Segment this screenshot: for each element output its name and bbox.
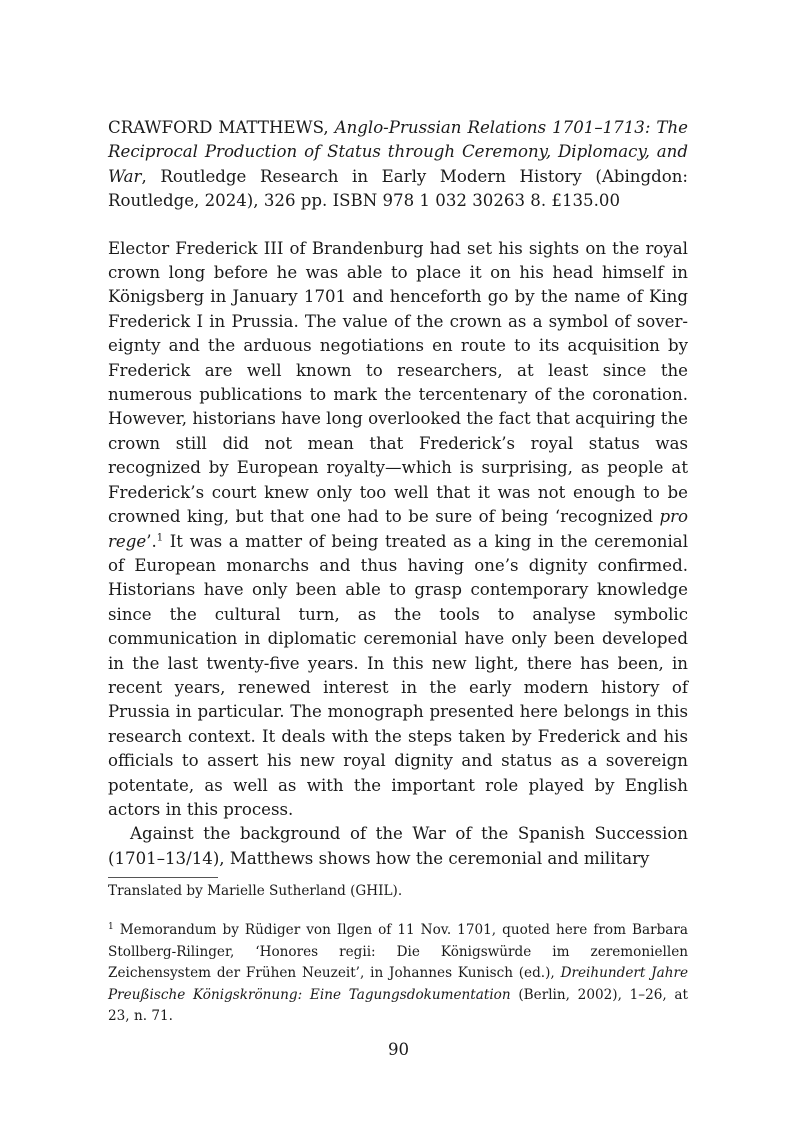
footnotes (108, 881, 688, 1027)
footnote-1-text-a: Memorandum by Rüdiger von Ilgen of 11 Nov. 1701, quoted here from Barbara Stollberg-Rilinger, ‘Honores regii: Die Königswürde im zeremoniellen Zeichensystem der Frühen Neuzeit’, in Johannes Kunisch (ed.), (108, 922, 688, 982)
page-number: 90 (387, 1040, 410, 1059)
citation-title: Anglo-Prussian Relations 1701–1713: The Reciprocal Production of Status through Ceremony, Diplomacy, and War (108, 118, 688, 186)
page-content (108, 116, 688, 871)
citation-author: CRAWFORD MATTHEWS, (108, 118, 335, 137)
footnote-divider (108, 877, 218, 878)
footnote-1-text-b: (Berlin, 2002), 1–26, at 23, n. 71. (108, 986, 688, 1025)
book-citation (108, 116, 688, 214)
review-body (108, 237, 688, 872)
paragraph-1-text-a: Elector Frederick III of Brandenburg had set his sights on the royal crown long before he was able to place it on his head himself in Königsberg in January 1701 and henceforth go by the name of King Frederick I in Prussia. The value of the crown as a symbol of sovereignty and the arduous negotiations en route to its acquisition by Frederick are well known to researchers, at least since the numerous publications to mark the tercentenary of the coronation. However, historians have long overlooked the fact that acquiring the crown still did not mean that Frederick’s royal status was recognized by European royalty—which is surprising, as people at Frederick’s court knew only too well that it was not enough to be crowned king, but that one had to be sure of being ‘recognized (108, 238, 688, 527)
paragraph-2: Against the background of the War of the Spanish Succession (1701–13/14), Matthews shows how the ceremonial and military (108, 824, 688, 868)
citation-details: , Routledge Research in Early Modern History (Abingdon: Routledge, 2024), 326 pp. ISBN 978 1 032 30263 8. £135.00 (108, 166, 688, 211)
footnote-1-italic: Dreihundert Jahre Preußische Königskrönung: Eine Tagungsdokumentation (108, 965, 689, 1003)
paragraph-1-italic: pro rege (108, 507, 688, 551)
translator-note: Translated by Marielle Sutherland (GHIL). (108, 883, 403, 899)
footnote-1 (108, 920, 688, 1027)
footnote-reference[interactable]: 1 (156, 531, 164, 543)
paragraph-1-text-b: ’. (146, 531, 157, 551)
paragraph-1 (108, 237, 688, 823)
footnote-1-marker: 1 (108, 921, 114, 932)
paragraph-1-text-c: It was a matter of being treated as a king in the ceremonial of European monarchs and thus having one’s dignity confirmed. Historians have only been able to grasp contemporary knowledge since the cultural turn, as the tools to analyse symbolic communication in diplomatic ceremonial have only been developed in the last twenty-five years. In this new light, there has been, in recent years, renewed interest in the early modern history of Prussia in particular. The monograph presented here belongs in this research context. It deals with the steps taken by Frederick and his officials to assert his new royal dignity and status as a sovereign potentate, as well as with the important role played by English actors in this process. (108, 531, 688, 819)
